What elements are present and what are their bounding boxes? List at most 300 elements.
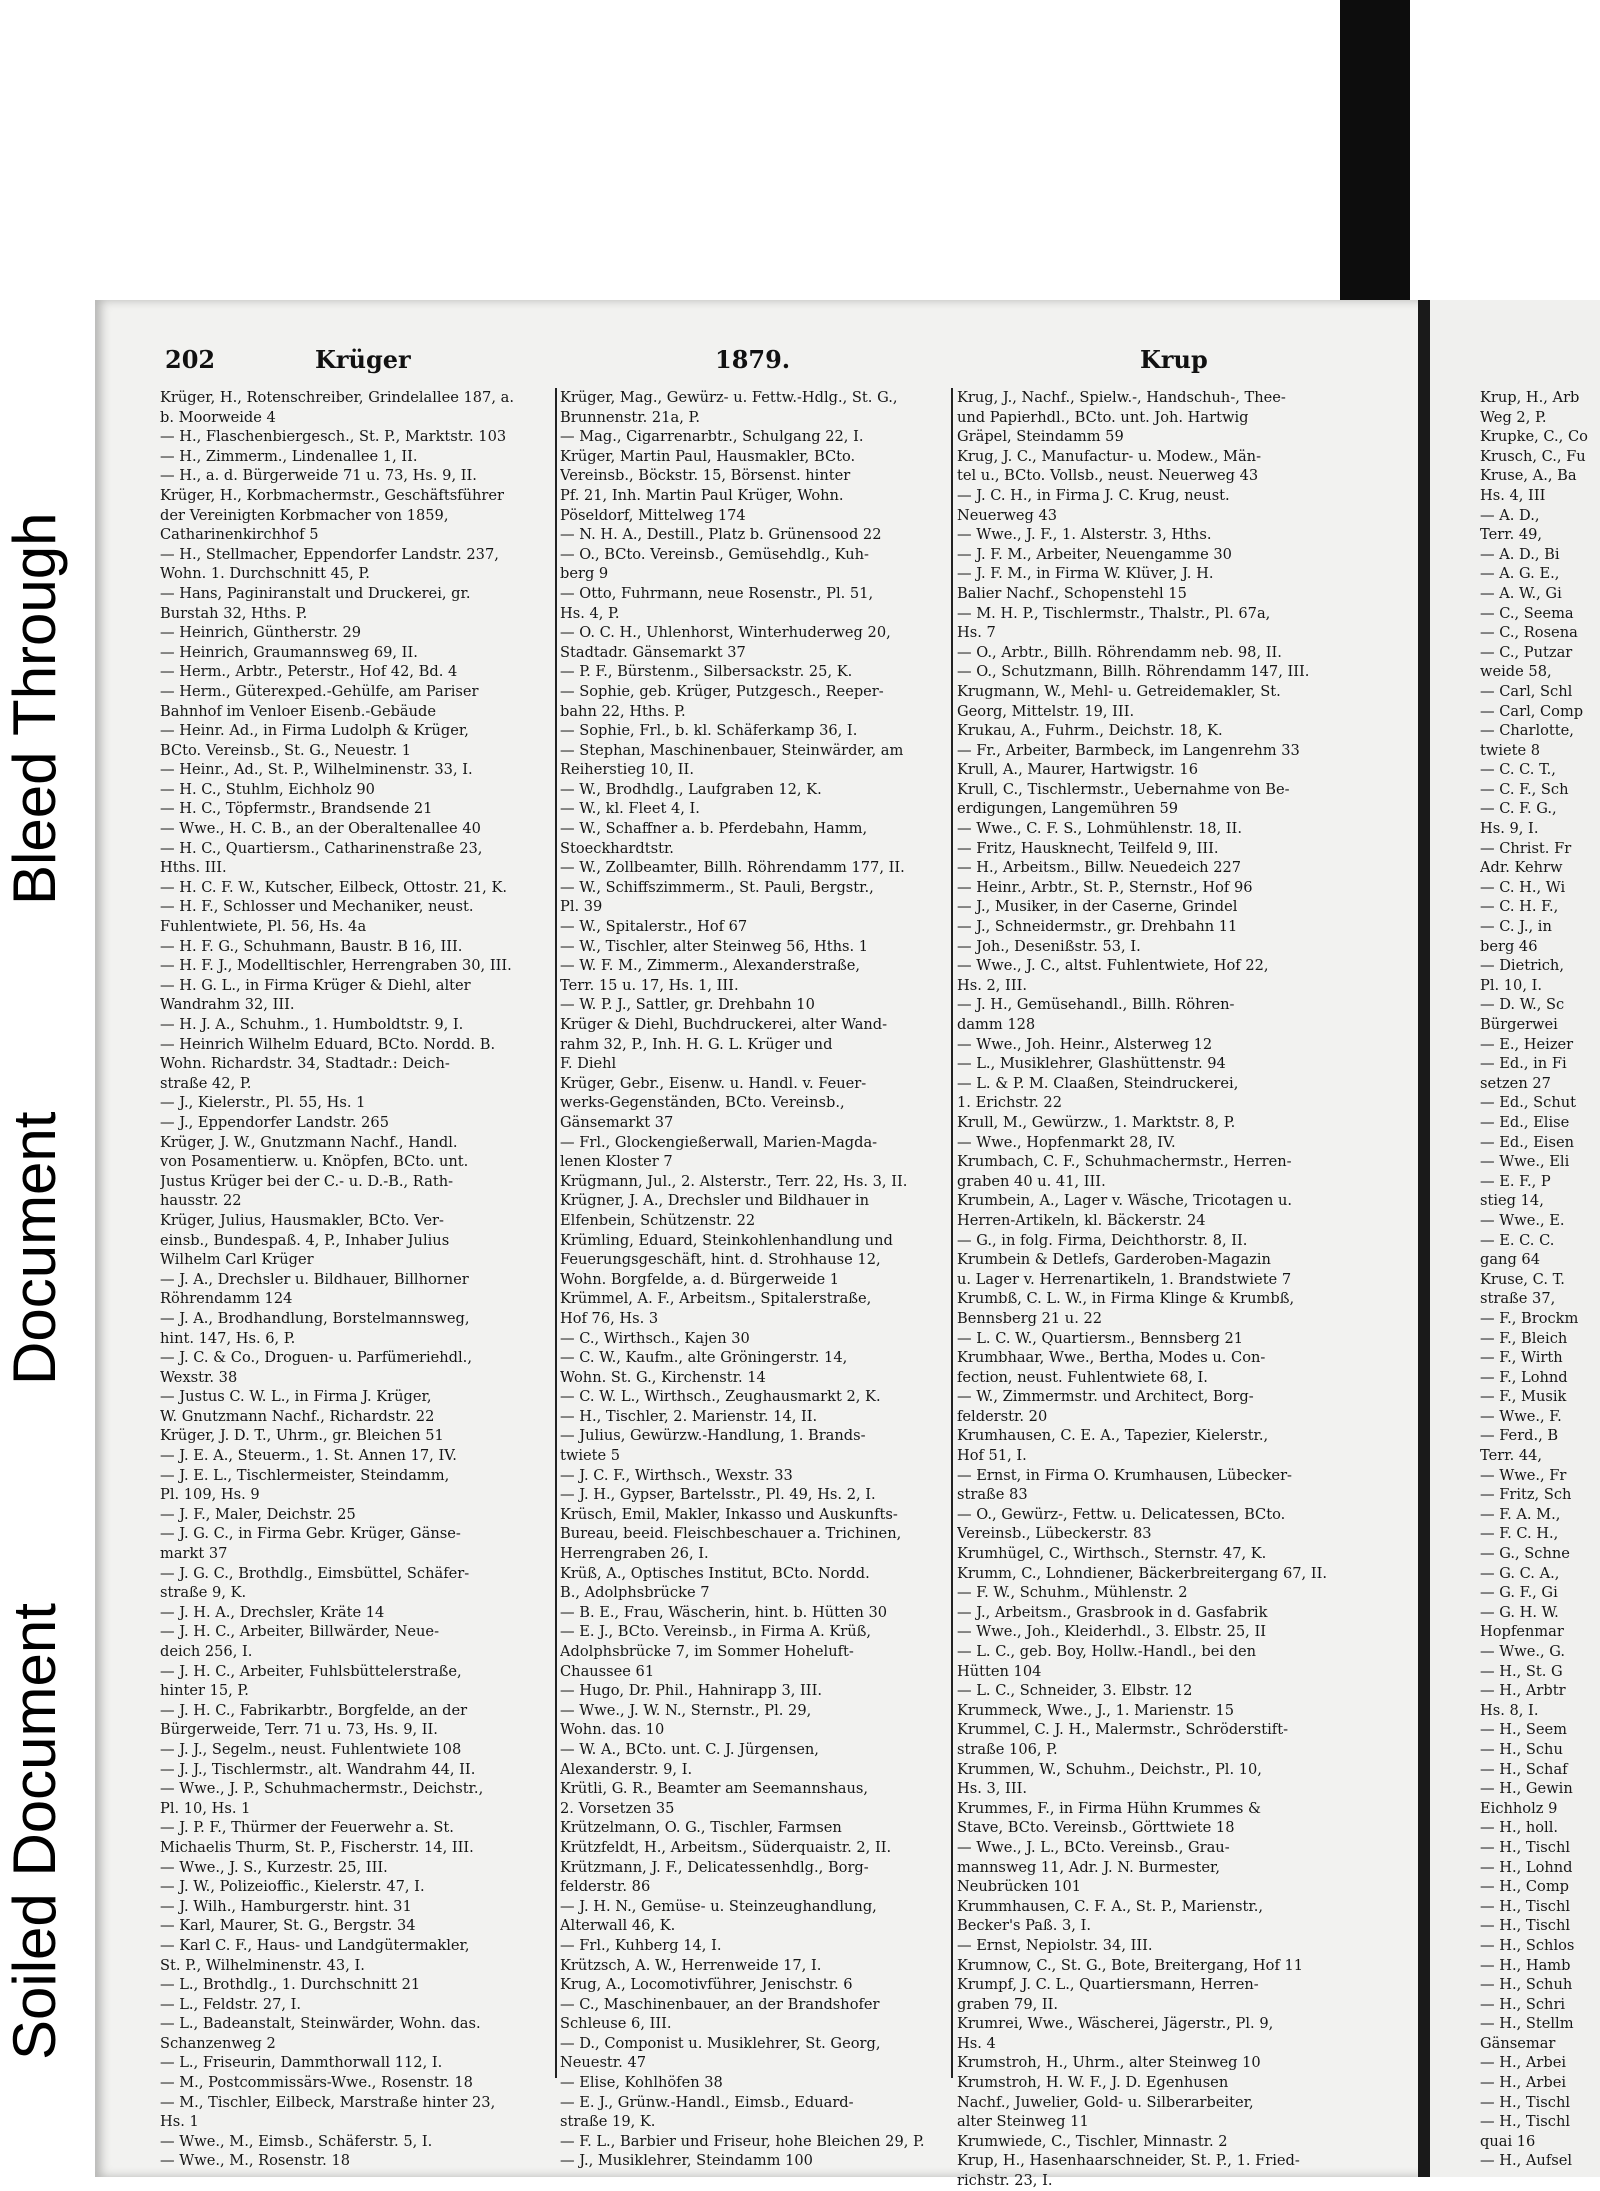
entry-line: Hs. 8, I. [1480,1701,1539,1719]
entry-line: 2. Vorsetzen 35 [560,1799,675,1817]
entry-line: — M., Postcommissärs-Wwe., Rosenstr. 18 [160,2074,473,2092]
entry-line: Vereinsb., Lübeckerstr. 83 [957,1525,1152,1543]
entry-line: — J. H. C., Arbeiter, Billwärder, Neue- [160,1623,440,1641]
entry-line: — J. P. F., Thürmer der Feuerwehr a. St. [160,1819,454,1837]
entry-line: Wohn. das. 10 [560,1721,665,1739]
entry-line: markt 37 [160,1545,228,1563]
entry-line: Krümmel, A. F., Arbeitsm., Spitalerstraße, [560,1290,872,1308]
entry-line: — Wwe., J. S., Kurzestr. 25, III. [160,1858,388,1876]
entry-line: 1. Erichstr. 22 [957,1094,1063,1112]
entry-line: — L. & P. M. Claaßen, Steindruckerei, [957,1074,1239,1092]
entry-line: — F. C. H., [1480,1525,1559,1543]
entry-line: — E. F., P [1480,1172,1551,1190]
entry-line: Hs. 9, I. [1480,820,1539,838]
entry-line: Krüger, J. W., Gnutzmann Nachf., Handl. [160,1133,458,1151]
entry-line: — F., Lohnd [1480,1368,1568,1386]
entry-line: Neuestr. 47 [560,2054,647,2072]
entry-line: Krützelmann, O. G., Tischler, Farmsen [560,1819,842,1837]
column-3 [957,388,1342,2191]
entry-line: Alterwall 46, K. [560,1917,676,1935]
entry-line: — C., Rosena [1480,624,1578,642]
entry-line: Bürgerweide, Terr. 71 u. 73, Hs. 9, II. [160,1721,438,1739]
entry-line: Krüger, Mag., Gewürz- u. Fettw.-Hdlg., St. G., [560,389,898,406]
entry-line: — Mag., Cigarrenarbtr., Schulgang 22, I. [560,428,864,446]
entry-line: straße 42, P. [160,1074,252,1092]
entry-line: Wohn. Richardstr. 34, Stadtadr.: Deich- [160,1055,450,1073]
entry-line: — J. H., Gypser, Bartelsstr., Pl. 49, Hs. 2, I. [560,1486,876,1504]
label-document: Document [1,1111,68,1385]
entry-line: — Wwe., J. C., altst. Fuhlentwiete, Hof 22, [957,957,1269,975]
entry-line: Hs. 2, III. [957,976,1027,994]
entry-line: — J. J., Segelm., neust. Fuhlentwiete 108 [160,1740,462,1758]
entry-line: Krumstroh, H., Uhrm., alter Steinweg 10 [957,2054,1261,2072]
entry-line: Bennsberg 21 u. 22 [957,1309,1103,1327]
entry-line: — H., Gewin [1480,1780,1573,1798]
entry-line: graben 79, II. [957,1995,1059,2013]
entry-line: rahm 32, P., Inh. H. G. L. Krüger und [560,1035,833,1053]
entry-line: — J. H., Gemüsehandl., Billh. Röhren- [957,996,1235,1014]
entry-line: — H., Schlos [1480,1936,1575,1954]
entry-line: Chaussee 61 [560,1662,655,1680]
entry-line: — J. F. M., in Firma W. Klüver, J. H. [957,565,1214,583]
entry-line: — J., Musiklehrer, Steindamm 100 [560,2152,813,2170]
entry-line: — L., Musiklehrer, Glashüttenstr. 94 [957,1055,1226,1073]
entry-line: Adr. Kehrw [1480,859,1563,877]
column-1 [160,388,550,2171]
entry-line: u. Lager v. Herrenartikeln, 1. Brandstwiete 7 [957,1270,1292,1288]
entry-line: — O., Arbtr., Billh. Röhrendamm neb. 98, II. [957,643,1282,661]
entry-line: — Ferd., B [1480,1427,1559,1445]
entry-line: Krummes, F., in Firma Hühn Krummes & [957,1799,1262,1817]
entry-line: setzen 27 [1480,1074,1551,1092]
entry-line: B., Adolphsbrücke 7 [560,1584,710,1602]
page-gutter [1418,300,1430,2177]
entry-line: — G. F., Gi [1480,1584,1558,1602]
entry-line: Schleuse 6, III. [560,2015,672,2033]
entry-line: Krummel, C. J. H., Malermstr., Schröderstift- [957,1721,1289,1739]
entry-line: — J. F., Maler, Deichstr. 25 [160,1505,356,1523]
entry-line: — Carl, Schl [1480,682,1573,700]
entry-line: F. Diehl [560,1055,617,1073]
entry-line: — H. C., Quartiersm., Catharinenstraße 23, [160,839,483,857]
entry-line: Krützfeldt, H., Arbeitsm., Süderquaistr. 2, II. [560,1838,892,1856]
entry-line: — Ed., Eisen [1480,1133,1574,1151]
entry-line: — M. H. P., Tischlermstr., Thalstr., Pl. 67a, [957,604,1271,622]
entry-line: — B. E., Frau, Wäscherin, hint. b. Hütten 30 [560,1603,888,1621]
entry-line: Hs. 1 [160,2113,199,2131]
entry-line: — J. E. L., Tischlermeister, Steindamm, [160,1466,450,1484]
entry-line: — Wwe., E. [1480,1211,1565,1229]
entry-line: stieg 14, [1480,1192,1544,1210]
entry-line: Bürgerwei [1480,1016,1558,1033]
entry-line: Krümling, Eduard, Steinkohlenhandlung und [560,1231,893,1249]
entry-line: Krügner, J. A., Drechsler und Bildhauer in [560,1192,870,1210]
entry-line: straße 37, [1480,1290,1556,1308]
entry-line: — Hugo, Dr. Phil., Hahnirapp 3, III. [560,1682,822,1700]
entry-line: Stoeckhardtstr. [560,839,674,857]
entry-line: — H., Schaf [1480,1760,1568,1778]
entry-line: — Wwe., C. F. S., Lohmühlenstr. 18, II. [957,820,1242,838]
entry-line: — H. J. A., Schuhm., 1. Humboldtstr. 9, I. [160,1016,464,1033]
entry-line: — H., Tischl [1480,2093,1571,2111]
entry-line: Herren-Artikeln, kl. Bäckerstr. 24 [957,1211,1206,1229]
entry-line: — M., Tischler, Eilbeck, Marstraße hinter 23, [160,2093,496,2111]
entry-line: — J. E. A., Steuerm., 1. St. Annen 17, IV. [160,1447,457,1465]
entry-line: — P. F., Bürstenm., Silbersackstr. 25, K. [560,663,853,681]
entry-line: felderstr. 86 [560,1878,651,1896]
entry-line: Wohn. 1. Durchschnitt 45, P. [160,565,370,583]
entry-line: — L. C., Schneider, 3. Elbstr. 12 [957,1682,1193,1700]
entry-line: — J. H. N., Gemüse- u. Steinzeughandlung, [560,1897,877,1915]
entry-line: Krumbein & Detlefs, Garderoben-Magazin [957,1251,1271,1269]
entry-line: — Frl., Kuhberg 14, I. [560,1936,722,1954]
entry-line: — C. H., Wi [1480,878,1566,896]
entry-line: — Frl., Glockengießerwall, Marien-Magda- [560,1133,878,1151]
entry-line: — H., Tischl [1480,1838,1571,1856]
entry-line: — W. A., BCto. unt. C. J. Jürgensen, [560,1740,819,1758]
entry-line: — Heinr. Ad., in Firma Ludolph & Krüger, [160,722,469,740]
entry-line: hint. 147, Hs. 6, P. [160,1329,296,1347]
entry-line: Krummhausen, C. F. A., St. P., Marienstr., [957,1897,1264,1915]
entry-line: felderstr. 20 [957,1407,1048,1425]
entry-line: Krummeck, Wwe., J., 1. Marienstr. 15 [957,1701,1235,1719]
entry-line: — H., Tischl [1480,2113,1571,2131]
entry-line: Elfenbein, Schützenstr. 22 [560,1211,756,1229]
entry-line: — Wwe., Eli [1480,1153,1570,1171]
entry-line: — J. W., Polizeioffic., Kielerstr. 47, I. [160,1878,425,1896]
entry-line: — H., Schuh [1480,1976,1573,1994]
entry-line: — H. C., Töpfermstr., Brandsende 21 [160,800,433,818]
entry-line: Krützmann, J. F., Delicatessenhdlg., Borg- [560,1858,869,1876]
label-bleed-through: Bleed Through [1,512,68,905]
entry-line: bahn 22, Hths. P. [560,702,686,720]
entry-line: — Herm., Arbtr., Peterstr., Hof 42, Bd. 4 [160,663,458,681]
entry-line: — Hans, Paginiranstalt und Druckerei, gr. [160,584,471,602]
entry-line: Kruse, A., Ba [1480,467,1577,485]
entry-line: Krütli, G. R., Beamter am Seemannshaus, [560,1780,868,1798]
entry-line: Pl. 39 [560,898,603,916]
entry-line: Wexstr. 38 [160,1368,238,1386]
entry-line: Georg, Mittelstr. 19, III. [957,702,1135,720]
header-year: 1879. [715,345,791,374]
entry-line: — H., Hamb [1480,1956,1571,1974]
entry-line: Weg 2, P. [1480,408,1547,426]
entry-line: — L., Feldstr. 27, I. [160,1995,302,2013]
entry-line: — H., Arbtr [1480,1682,1566,1700]
entry-line: — C. W. L., Wirthsch., Zeughausmarkt 2, K. [560,1388,881,1406]
entry-line: Justus Krüger bei der C.- u. D.-B., Rath- [160,1172,454,1190]
entry-line: — L., Brothdlg., 1. Durchschnitt 21 [160,1976,421,1994]
entry-line: Krumm, C., Lohndiener, Bäckerbreitergang 67, II. [957,1564,1327,1582]
entry-line: Kruse, C. T. [1480,1270,1565,1288]
entry-line: werks-Gegenständen, BCto. Vereinsb., [560,1094,845,1112]
entry-line: — C. J., in [1480,918,1552,936]
entry-line: — J. H. C., Fabrikarbtr., Borgfelde, an der [160,1701,468,1719]
entry-line: — Ernst, Nepiolstr. 34, III. [957,1936,1153,1954]
entry-line: — Wwe., Joh. Heinr., Alsterweg 12 [957,1035,1213,1053]
entry-line: Krull, C., Tischlermstr., Uebernahme von Be- [957,780,1290,798]
entry-line: — A. G. E., [1480,565,1560,583]
entry-line: richstr. 23, I. [957,2172,1053,2190]
column-rule [555,388,557,2078]
entry-line: Krumrei, Wwe., Wäscherei, Jägerstr., Pl. 9, [957,2015,1274,2033]
entry-line: — Charlotte, [1480,722,1574,740]
entry-line: — C. F. G., [1480,800,1557,818]
entry-line: — H., Tischler, 2. Marienstr. 14, II. [560,1407,818,1425]
entry-line: — Heinr., Ad., St. P., Wilhelminenstr. 33, I. [160,761,473,779]
entry-line: Michaelis Thurm, St. P., Fischerstr. 14, III. [160,1838,474,1856]
entry-line: — F., Brockm [1480,1309,1579,1327]
entry-line: Krumhügel, C., Wirthsch., Sternstr. 47, K. [957,1545,1267,1563]
entry-line: — Christ. Fr [1480,839,1572,857]
entry-line: — W., Schaffner a. b. Pferdebahn, Hamm, [560,820,868,838]
entry-line: — Heinr., Arbtr., St. P., Sternstr., Hof 96 [957,878,1253,896]
entry-line: — H., Lohnd [1480,1858,1573,1876]
entry-line: Krug, J., Nachf., Spielw.-, Handschuh-, Thee- [957,389,1286,406]
entry-line: Stadtadr. Gänsemarkt 37 [560,643,746,661]
entry-line: einsb., Bundespaß. 4, P., Inhaber Julius [160,1231,450,1249]
entry-line: — H. C. F. W., Kutscher, Eilbeck, Ottostr. 21, K. [160,878,507,896]
entry-line: — Heinrich, Güntherstr. 29 [160,624,362,642]
entry-line: gang 64 [1480,1251,1540,1269]
entry-line: — F., Bleich [1480,1329,1568,1347]
entry-line: — G., in folg. Firma, Deichthorstr. 8, II. [957,1231,1248,1249]
entry-line: Krügmann, Jul., 2. Alsterstr., Terr. 22, Hs. 3, II. [560,1172,908,1190]
entry-line: Catharinenkirchhof 5 [160,526,319,544]
entry-line: — D., Componist u. Musiklehrer, St. Georg, [560,2034,881,2052]
entry-line: Bahnhof im Venloer Eisenb.-Gebäude [160,702,437,720]
entry-line: — J. C. H., in Firma J. C. Krug, neust. [957,486,1230,504]
entry-line: Stave, BCto. Vereinsb., Görttwiete 18 [957,1819,1235,1837]
entry-line: Hs. 3, III. [957,1780,1027,1798]
entry-line: — W. P. J., Sattler, gr. Drehbahn 10 [560,996,815,1014]
entry-line: Neubrücken 101 [957,1878,1082,1896]
entry-line: Krumbach, C. F., Schuhmachermstr., Herren- [957,1153,1292,1171]
entry-line: Pl. 10, I. [1480,976,1543,994]
entry-line: — H., Aufsel [1480,2152,1573,2170]
entry-line: tel u., BCto. Vollsb., neust. Neuerweg 43 [957,467,1259,485]
entry-line: — C., Seema [1480,604,1574,622]
entry-line: — Joh., Desenißstr. 53, I. [957,937,1141,955]
entry-line: — H. G. L., in Firma Krüger & Diehl, alter [160,976,471,994]
entry-line: — H., a. d. Bürgerweide 71 u. 73, Hs. 9, II. [160,467,477,485]
entry-line: — E., Heizer [1480,1035,1574,1053]
entry-line: berg 9 [560,565,609,583]
entry-line: — J. C. F., Wirthsch., Wexstr. 33 [560,1466,793,1484]
entry-line: — H., Arbei [1480,2074,1567,2092]
entry-line: mannsweg 11, Adr. J. N. Burmester, [957,1858,1220,1876]
entry-line: — A. W., Gi [1480,584,1562,602]
entry-line: Krüger, J. D. T., Uhrm., gr. Bleichen 51 [160,1427,444,1445]
entry-line: Alexanderstr. 9, I. [560,1760,693,1778]
entry-line: — Sophie, Frl., b. kl. Schäferkamp 36, I. [560,722,858,740]
entry-line: — Wwe., J. F., 1. Alsterstr. 3, Hths. [957,526,1212,544]
entry-line: — Wwe., Hopfenmarkt 28, IV. [957,1133,1176,1151]
entry-line: — Justus C. W. L., in Firma J. Krüger, [160,1388,432,1406]
scan-bed-dark-strip [1340,0,1410,300]
entry-line: deich 256, I. [160,1643,253,1660]
entry-line: — Wwe., H. C. B., an der Oberaltenallee 40 [160,820,481,838]
entry-line: — Karl C. F., Haus- und Landgütermakler, [160,1936,470,1954]
entry-line: — J. J., Tischlermstr., alt. Wandrahm 44, II. [160,1760,476,1778]
entry-line: Krumstroh, H. W. F., J. D. Egenhusen [957,2074,1229,2092]
entry-line: — H., St. G [1480,1662,1563,1680]
entry-line: Pf. 21, Inh. Martin Paul Krüger, Wohn. [560,486,844,504]
entry-line: erdigungen, Langemühren 59 [957,800,1179,818]
entry-line: Krumpf, J. C. L., Quartiersmann, Herren- [957,1976,1259,1994]
entry-line: straße 83 [957,1486,1028,1504]
entry-line: — Dietrich, [1480,957,1564,975]
entry-line: — Wwe., J. P., Schuhmachermstr., Deichstr., [160,1780,484,1798]
entry-line: — H. F. G., Schuhmann, Baustr. B 16, III. [160,937,463,955]
entry-line: — H., Schri [1480,1995,1566,2013]
entry-line: — W., Spitalerstr., Hof 67 [560,918,748,936]
entry-line: — Otto, Fuhrmann, neue Rosenstr., Pl. 51, [560,584,874,602]
entry-line: — Wwe., Fr [1480,1466,1567,1484]
label-soiled-document: Soiled Document [1,1603,68,2060]
entry-line: Krüger, H., Korbmachermstr., Geschäftsführer [160,486,504,504]
entry-line: straße 9, K. [160,1584,247,1602]
entry-line: — F. L., Barbier und Friseur, hohe Bleichen 29, P. [560,2132,925,2150]
entry-line: Krusch, C., Fu [1480,447,1586,465]
entry-line: — Wwe., M., Eimsb., Schäferstr. 5, I. [160,2132,433,2150]
entry-line: Krüger, Julius, Hausmakler, BCto. Ver- [160,1211,444,1229]
entry-line: — N. H. A., Destill., Platz b. Grünensood 22 [560,526,882,544]
entry-line: Gräpel, Steindamm 59 [957,428,1124,446]
entry-line: — H., Arbei [1480,2054,1567,2072]
entry-line: — C. H. F., [1480,898,1559,916]
entry-line: BCto. Vereinsb., St. G., Neuestr. 1 [160,741,412,759]
entry-line: twiete 8 [1480,741,1541,759]
entry-line: Vereinsb., Böckstr. 15, Börsenst. hinter [560,467,851,485]
entry-line: Bureau, beeid. Fleischbeschauer a. Trichinen, [560,1525,902,1543]
entry-line: von Posamentierw. u. Knöpfen, BCto. unt. [160,1153,469,1171]
entry-line: — H. F., Schlosser und Mechaniker, neust. [160,898,474,916]
entry-line: Hs. 4 [957,2034,996,2052]
entry-line: Terr. 44, [1480,1447,1543,1465]
entry-line: — D. W., Sc [1480,996,1565,1014]
entry-line: Adolphsbrücke 7, im Sommer Hoheluft- [560,1643,854,1660]
entry-line: — H., Seem [1480,1721,1567,1739]
entry-line: Pl. 109, Hs. 9 [160,1486,260,1504]
entry-line: Hütten 104 [957,1662,1042,1680]
entry-line: — H. F. J., Modelltischler, Herrengraben 30, III. [160,957,512,975]
entry-line: berg 46 [1480,937,1538,955]
entry-line: — J., Kielerstr., Pl. 55, Hs. 1 [160,1094,366,1112]
entry-line: damm 128 [957,1016,1036,1033]
entry-line: — E. C. C. [1480,1231,1555,1249]
entry-line: Krup, H., Hasenhaarschneider, St. P., 1. Fried- [957,2152,1300,2170]
entry-line: — C., Maschinenbauer, an der Brandshofer [560,1995,880,2013]
entry-line: und Papierhdl., BCto. unt. Joh. Hartwig [957,408,1249,426]
entry-line: — H., Stellm [1480,2015,1574,2033]
entry-line: Schanzenweg 2 [160,2034,276,2052]
entry-line: — J., Schneidermstr., gr. Drehbahn 11 [957,918,1238,936]
entry-line: — A. D., Bi [1480,545,1560,563]
entry-line: Krüß, A., Optisches Institut, BCto. Nordd. [560,1564,870,1582]
entry-line: hausstr. 22 [160,1192,242,1210]
entry-line: quai 16 [1480,2132,1536,2150]
entry-line: — H., Comp [1480,1878,1570,1896]
entry-line: Krüger, H., Rotenschreiber, Grindelallee 187, a. [160,389,514,406]
entry-line: — W., kl. Fleet 4, I. [560,800,700,818]
entry-line: — L., Badeanstalt, Steinwärder, Wohn. das. [160,2015,481,2033]
entry-line: — O., BCto. Vereinsb., Gemüsehdlg., Kuh- [560,545,869,563]
entry-line: weide 58, [1480,663,1552,681]
entry-line: fection, neust. Fuhlentwiete 68, I. [957,1368,1208,1386]
entry-line: — O., Gewürz-, Fettw. u. Delicatessen, BCto. [957,1505,1286,1523]
entry-line: — Ed., in Fi [1480,1055,1567,1073]
entry-line: — Karl, Maurer, St. G., Bergstr. 34 [160,1917,416,1935]
entry-line: Hs. 7 [957,624,996,642]
entry-line: Burstah 32, Hths. P. [160,604,308,622]
header-left-word: Krüger [315,345,411,374]
entry-line: Hof 76, Hs. 3 [560,1309,659,1327]
entry-line: — Heinrich Wilhelm Eduard, BCto. Nordd. B. [160,1035,496,1053]
entry-line: — W., Brodhdlg., Laufgraben 12, K. [560,780,822,798]
entry-line: — Wwe., Joh., Kleiderhdl., 3. Elbstr. 25, II [957,1623,1266,1641]
entry-line: Pöseldorf, Mittelweg 174 [560,506,746,524]
entry-line: — J. G. C., Brothdlg., Eimsbüttel, Schäfer- [160,1564,470,1582]
header-right-word: Krup [1140,345,1208,374]
entry-line: — J. H. C., Arbeiter, Fuhlsbüttelerstraße, [160,1662,462,1680]
entry-line: Krup, H., Arb [1480,389,1580,406]
page-header [165,345,1345,385]
entry-line: b. Moorweide 4 [160,408,276,426]
entry-line: — H. C., Stuhlm, Eichholz 90 [160,780,375,798]
entry-line: Feuerungsgeschäft, hint. d. Strohhause 12, [560,1251,881,1269]
entry-line: — L., Friseurin, Dammthorwall 112, I. [160,2054,443,2072]
entry-line: — G. H. W. [1480,1603,1559,1621]
entry-line: Nachf., Juwelier, Gold- u. Silberarbeiter, [957,2093,1254,2111]
entry-line: — J. Wilh., Hamburgerstr. hint. 31 [160,1897,412,1915]
entry-line: Krupke, C., Co [1480,428,1588,446]
entry-line: Krug, A., Locomotivführer, Jenischstr. 6 [560,1976,853,1994]
entry-line: Hof 51, I. [957,1447,1027,1465]
entry-line: — Ed., Elise [1480,1113,1570,1131]
entry-line: der Vereinigten Korbmacher von 1859, [160,506,449,524]
entry-line: — Stephan, Maschinenbauer, Steinwärder, am [560,741,904,759]
entry-line: — Wwe., M., Rosenstr. 18 [160,2152,351,2170]
entry-line: — J., Arbeitsm., Grasbrook in d. Gasfabrik [957,1603,1268,1621]
column-2 [560,388,945,2171]
entry-line: — Sophie, geb. Krüger, Putzgesch., Reeper- [560,682,884,700]
entry-line: Becker's Paß. 3, I. [957,1917,1091,1935]
entry-line: Brunnenstr. 21a, P. [560,408,700,426]
entry-line: — Fr., Arbeiter, Barmbeck, im Langenrehm 33 [957,741,1300,759]
entry-line: Krukau, A., Fuhrm., Deichstr. 18, K. [957,722,1223,740]
entry-line: Krumnow, C., St. G., Bote, Breitergang, Hof 11 [957,1956,1304,1974]
entry-line: straße 106, P. [957,1740,1058,1758]
entry-line: Krumbhaar, Wwe., Bertha, Modes u. Con- [957,1349,1266,1367]
entry-line: Krugmann, W., Mehl- u. Getreidemakler, St. [957,682,1281,700]
entry-line: — A. D., [1480,506,1540,524]
entry-line: — Fritz, Sch [1480,1486,1572,1504]
entry-line: — Wwe., J. W. N., Sternstr., Pl. 29, [560,1701,812,1719]
entry-line: — F., Musik [1480,1388,1567,1406]
entry-line: — J. C. & Co., Droguen- u. Parfümeriehdl., [160,1349,472,1367]
entry-line: alter Steinweg 11 [957,2113,1089,2131]
entry-line: Krüsch, Emil, Makler, Inkasso und Auskunfts- [560,1505,898,1523]
entry-line: Pl. 10, Hs. 1 [160,1799,251,1817]
entry-line: — C. W., Kaufm., alte Gröningerstr. 14, [560,1349,848,1367]
entry-line: Wandrahm 32, III. [160,996,295,1014]
entry-line: — Ed., Schut [1480,1094,1576,1112]
entry-line: Wohn. Borgfelde, a. d. Bürgerweide 1 [560,1270,840,1288]
entry-line: Gänsemar [1480,2034,1556,2052]
entry-line: — H., Tischl [1480,1917,1571,1935]
entry-line: Röhrendamm 124 [160,1290,293,1308]
